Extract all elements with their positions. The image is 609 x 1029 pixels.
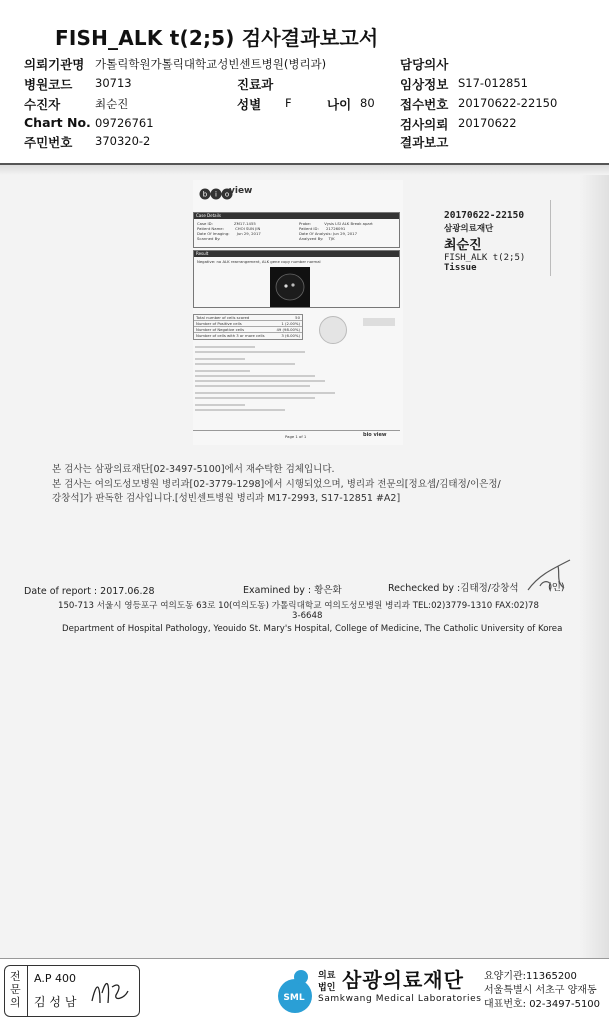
result-report-label: 결과보고 <box>400 135 449 150</box>
stamp-patient: 최순진 <box>444 238 482 253</box>
org-prefix-top: 의료 <box>318 971 336 981</box>
bottom-divider <box>0 958 609 959</box>
statement-line-3: 강창석]가 판독한 검사입니다.[성빈센트병원 병리과 M17-2993, S17-12851 #A2] <box>52 493 401 504</box>
cell-grid-thumb <box>319 316 347 344</box>
institution-label: 의뢰기관명 <box>24 57 85 72</box>
sml-logo-icon <box>270 966 320 1016</box>
patient-label: 수진자 <box>24 97 61 112</box>
page-number: Page 1 of 1 <box>285 434 307 439</box>
bioview-small-logo: bio view <box>363 432 387 438</box>
scan-shadow <box>0 165 609 175</box>
stats-row: Total number of cells scored 50 <box>196 315 300 320</box>
stamp-org: 삼광의료재단 <box>444 224 494 234</box>
sex-label: 성별 <box>237 97 262 112</box>
case-fields-left: Case ID: ZM17-1455 Patient Name: CHOI SUN JIN Date Of Imaging: Jun 29, 2017 Scanned By: <box>197 221 261 241</box>
svg-text:b: b <box>202 190 208 199</box>
svg-text:SML: SML <box>283 993 305 1003</box>
clinical-info-value: S17-012851 <box>458 76 528 90</box>
case-details-box <box>193 212 400 248</box>
stamp-edge <box>550 200 566 276</box>
specialist-label: 전문의 <box>10 970 21 1009</box>
date-of-report: Date of report : 2017.06.28 <box>24 586 155 597</box>
rechecked-by: Rechecked by :김태정/강창석 <box>388 583 519 594</box>
chart-no-label: Chart No. <box>24 115 91 130</box>
svg-text:o: o <box>224 190 230 199</box>
doctor-label: 담당의사 <box>400 57 449 72</box>
stamp-specimen: Tissue <box>444 263 477 273</box>
rechecked-signature <box>520 556 580 596</box>
result-box <box>193 250 400 308</box>
department-label: 진료과 <box>237 77 274 92</box>
address-line-2: 3-6648 <box>292 611 323 621</box>
resident-no-label: 주민번호 <box>24 135 73 150</box>
case-fields-right: Probe: Vysis LSI ALK Break apart Patient ID: 21726091 Date Of Analysis: Jun 29, 2017 Analyzed By: TJK <box>299 221 373 241</box>
address-line-1: 150-713 서울시 영등포구 여의도동 63로 10(여의도동) 가톨릭대학교 여의도성모병원 병리과 TEL:02)3779-1310 FAX:02)78 <box>58 601 539 611</box>
age-value: 80 <box>360 96 375 110</box>
stats-row: Number of cells with 3 or more cells 3 (6.00%) <box>196 333 300 338</box>
org-address: 서울특별시 서초구 양재동 <box>484 985 597 996</box>
scan-edge <box>580 175 609 958</box>
clinical-info-label: 임상정보 <box>400 77 449 92</box>
stamp-accession: 20170622-22150 <box>444 210 525 221</box>
stats-row: Number of Positive cells 1 (2.00%) <box>196 321 300 326</box>
fish-report-image <box>193 180 403 445</box>
examined-by: Examined by : 황은화 <box>243 585 342 596</box>
case-details-header: Case Details <box>194 213 399 219</box>
org-prefix-bottom: 법인 <box>318 983 336 993</box>
accession-value: 20170622-22150 <box>458 96 558 110</box>
specialist-name: 김 성 남 <box>34 995 77 1009</box>
seal-mark: (인) <box>548 582 565 593</box>
org-name: 삼광의료재단 <box>342 968 464 992</box>
request-date-value: 20170622 <box>458 116 517 130</box>
chart-no-value: 09726761 <box>95 116 154 130</box>
statement-line-2: 본 검사는 여의도성모병원 병리과[02-3779-1298]에서 시행되었으며, 병리과 전문의[정요셉/김태정/이은정/ <box>52 479 501 490</box>
report-footer-line <box>193 430 400 431</box>
department-line: Department of Hospital Pathology, Yeouido St. Mary's Hospital, College of Medicine, The Catholic University of Korea <box>62 624 563 634</box>
specialist-label-cell <box>4 965 28 1017</box>
stats-row: Number of Negative cells 49 (98.00%) <box>196 327 300 332</box>
result-header: Result <box>194 251 399 257</box>
sex-value: F <box>285 96 292 110</box>
svg-text:i: i <box>215 190 217 199</box>
stamp-test: FISH_ALK t(2;5) <box>444 253 526 263</box>
institution-code: 요양기관:11365200 <box>484 971 577 982</box>
accession-label: 접수번호 <box>400 97 449 112</box>
criteria-text <box>195 346 345 411</box>
report-title: FISH_ALK t(2;5) 검사결과보고서 <box>55 26 379 50</box>
scale-bar <box>363 318 395 326</box>
fish-cell-image <box>270 267 310 307</box>
hospital-code-label: 병원코드 <box>24 77 73 92</box>
specialist-code: A.P 400 <box>34 972 76 985</box>
hospital-code-value: 30713 <box>95 76 132 90</box>
stats-table <box>193 314 303 340</box>
patient-value: 최순진 <box>95 97 129 111</box>
specialist-signature <box>88 973 132 1009</box>
bioview-wordmark: view <box>229 186 253 196</box>
lab-stamp <box>444 210 562 274</box>
request-date-label: 검사의뢰 <box>400 117 449 132</box>
resident-no-value: 370320-2 <box>95 134 151 148</box>
institution-value: 가톨릭학원가톨릭대학교성빈센트병원(병리과) <box>95 57 327 71</box>
org-phone: 대표번호: 02-3497-5100 <box>484 999 601 1010</box>
result-text: Negative: no ALK rearrangement, ALK gene copy number normal <box>197 259 321 264</box>
statement-line-1: 본 검사는 삼광의료재단[02-3497-5100]에서 재수탁한 검체입니다. <box>52 464 335 475</box>
age-label: 나이 <box>327 97 352 112</box>
org-english-name: Samkwang Medical Laboratories <box>318 994 482 1004</box>
